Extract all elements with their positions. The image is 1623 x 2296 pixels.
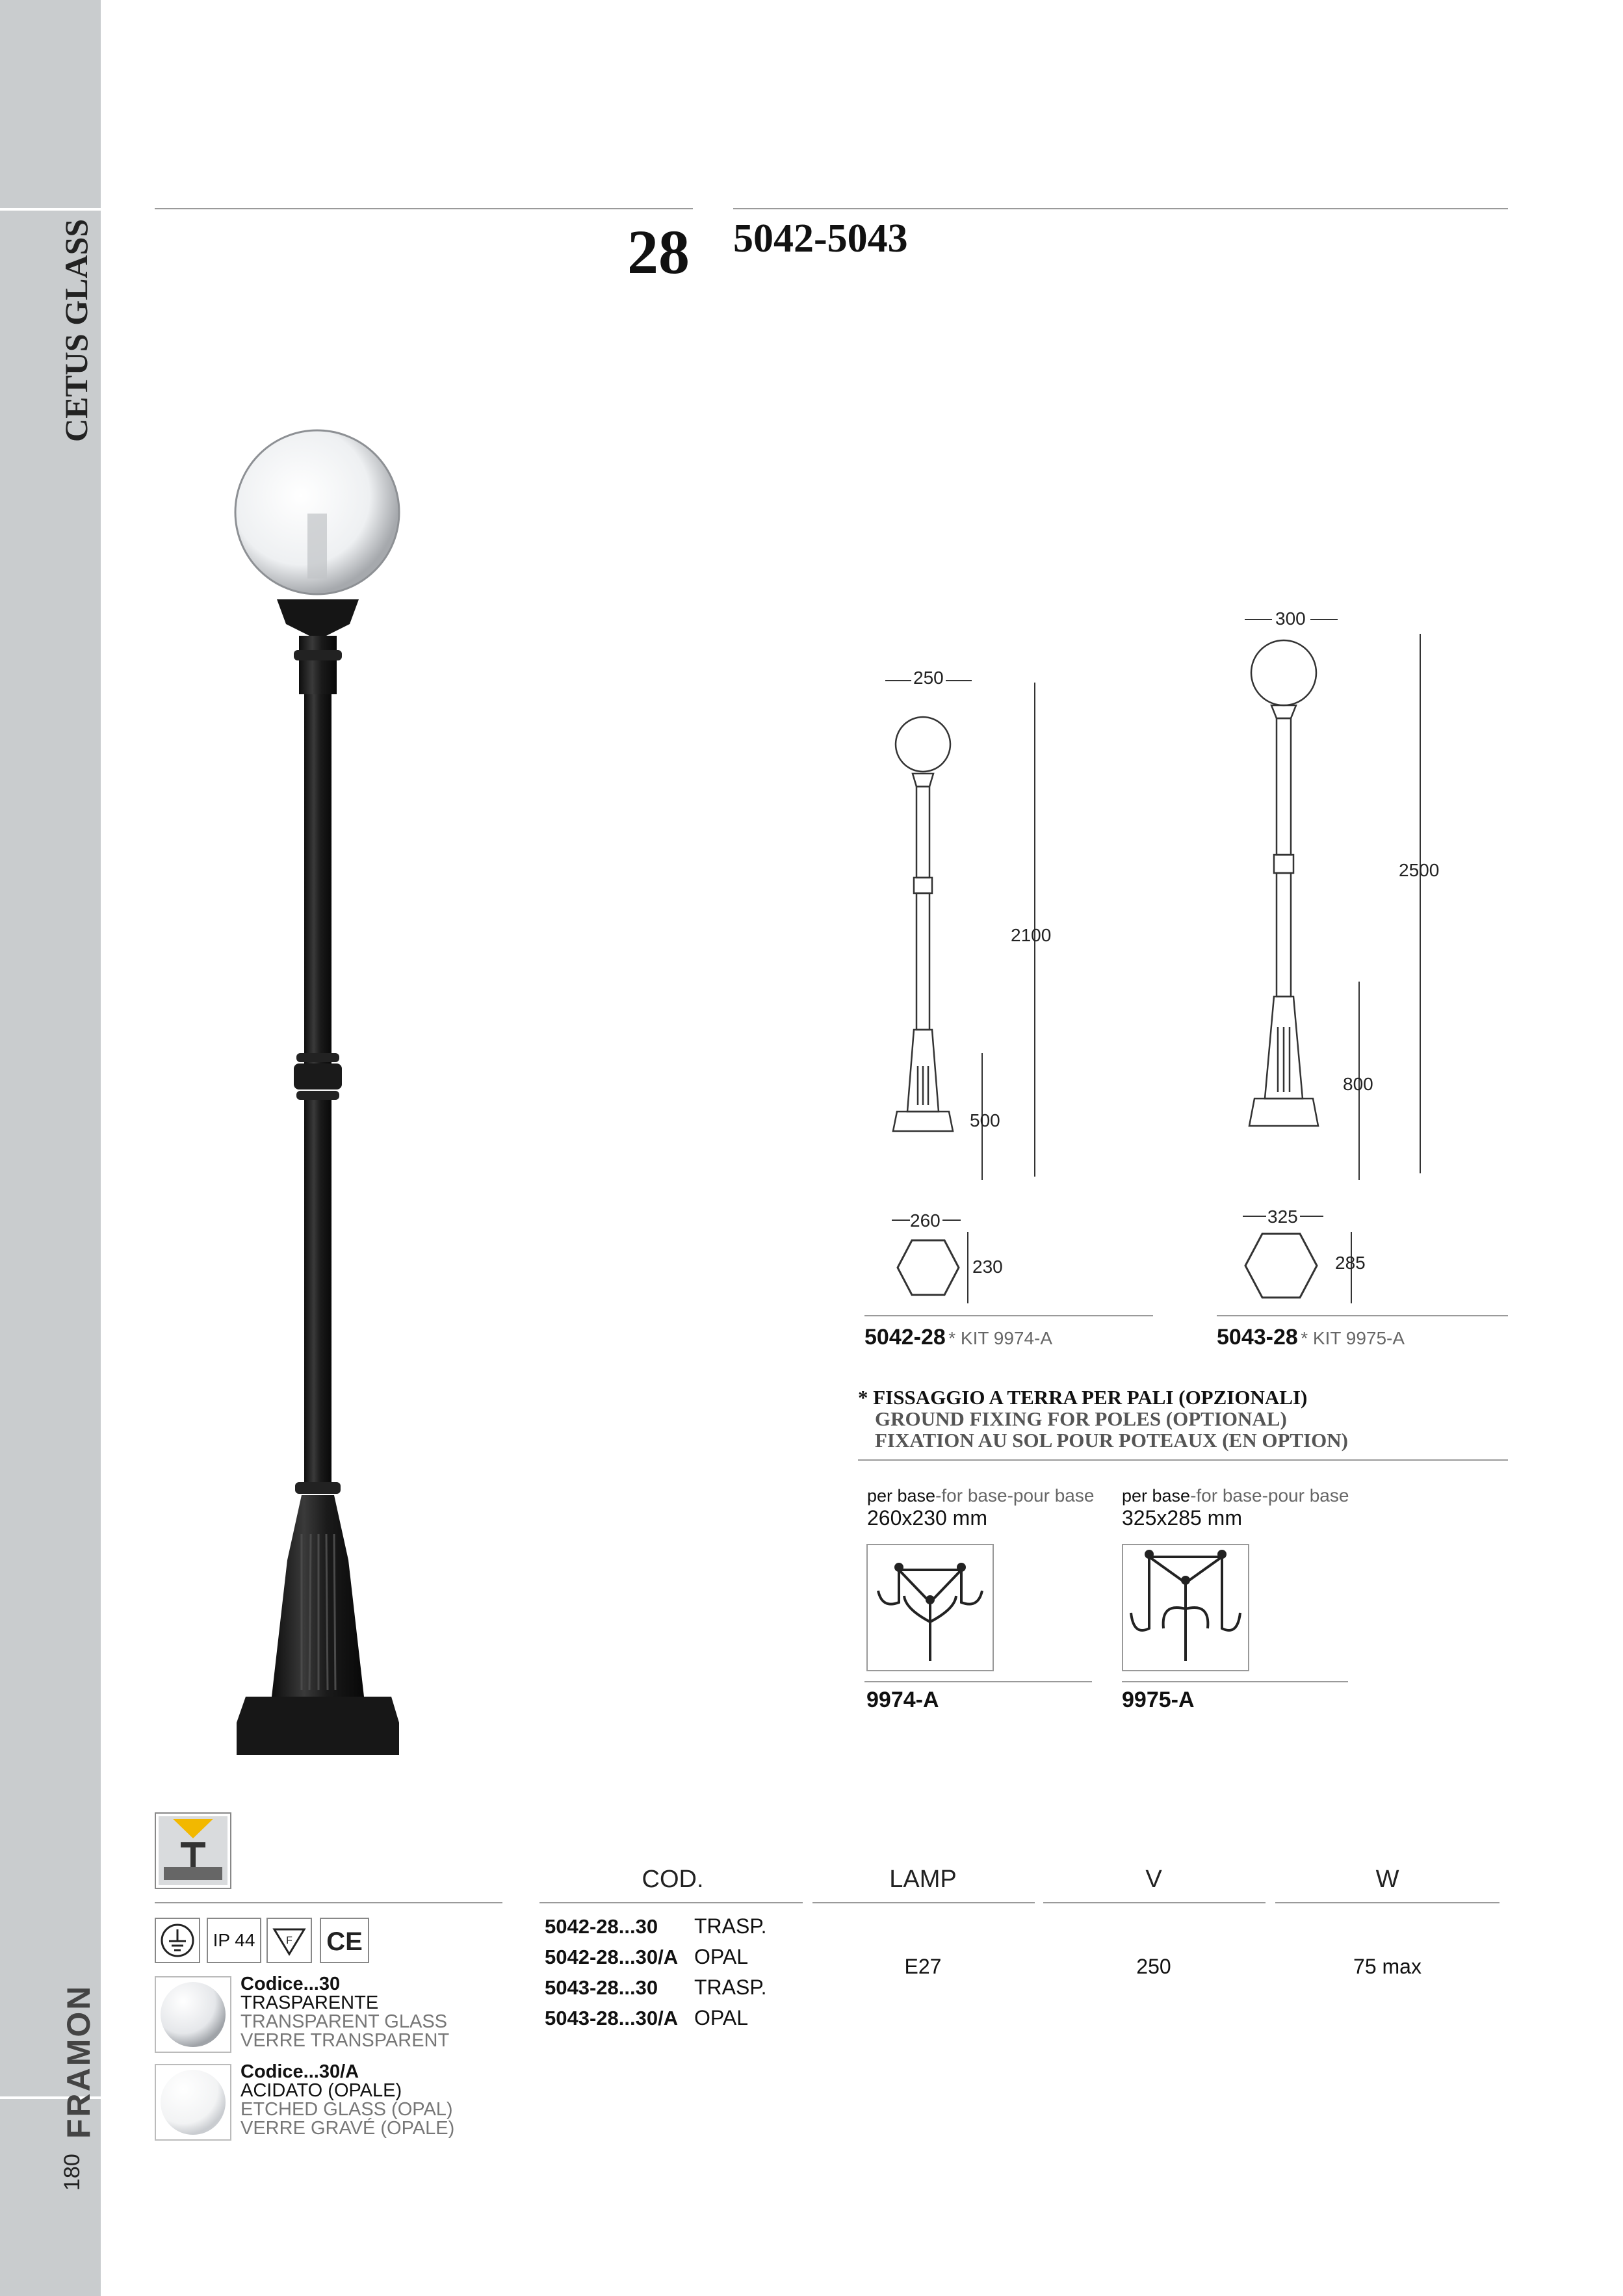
model-code: 5042-28 <box>864 1325 946 1350</box>
floor-lamp-icon <box>155 1812 231 1889</box>
dim-base-depth-left: 230 <box>972 1257 1003 1277</box>
dim-base-depth-right: 285 <box>1335 1253 1366 1273</box>
table-lamp-value: E27 <box>904 1955 942 1978</box>
dim-height-total-right: 2500 <box>1399 860 1440 880</box>
table-rule <box>539 1902 803 1903</box>
dim-width-top-left: 250 <box>913 668 944 688</box>
transparent-glass-image <box>155 1976 231 2053</box>
table-rule <box>1043 1902 1266 1903</box>
ip-rating-badge: IP 44 <box>207 1918 261 1963</box>
base-hexagon-left <box>896 1238 961 1297</box>
model-label-5042 <box>864 1325 1052 1350</box>
table-rule <box>812 1902 1035 1903</box>
glass-option-opal: Codice...30/A ACIDATO (OPALE) ETCHED GLASS (OPAL) VERRE GRAVÉ (OPALE) <box>240 2061 455 2139</box>
model-rule-left <box>864 1315 1153 1316</box>
table-header-code: COD. <box>642 1866 704 1893</box>
symbol-rule <box>155 1902 502 1903</box>
page-section-number: 28 <box>627 217 690 287</box>
opal-glass-image <box>155 2064 231 2141</box>
kit-9974-image <box>866 1544 994 1671</box>
dim-base-width-right: 325 <box>1267 1207 1298 1227</box>
fixing-note-fr: FIXATION AU SOL POUR POTEAUX (EN OPTION) <box>875 1429 1348 1452</box>
kit-size: 260x230 mm <box>867 1506 987 1530</box>
fixing-note <box>858 1387 1348 1451</box>
dim-line <box>885 680 911 681</box>
table-watt-value: 75 max <box>1353 1955 1422 1978</box>
table-header-w: W <box>1375 1866 1399 1893</box>
ce-mark-icon <box>320 1918 369 1963</box>
pole-drawing-5043 <box>1228 637 1339 1196</box>
model-kit: * KIT 9974-A <box>948 1328 1053 1348</box>
series-title: CETUS GLASS <box>58 218 94 442</box>
dim-line <box>1420 634 1421 1173</box>
table-row: 5043-28...30 TRASP. <box>545 1976 767 1999</box>
table-rule <box>1275 1902 1500 1903</box>
model-code: 5043-28 <box>1217 1325 1298 1350</box>
glass-option-transparent: Codice...30 TRASPARENTE TRANSPARENT GLASS VERRE TRANSPARENT <box>240 1974 450 2051</box>
dim-height-base-right: 800 <box>1343 1074 1373 1094</box>
dim-line <box>1245 619 1272 620</box>
kit-code-9975: 9975-A <box>1122 1688 1195 1712</box>
table-voltage-value: 250 <box>1136 1955 1171 1978</box>
kit-9974-label: per base-for base-pour base 260x230 mm <box>867 1485 1095 1530</box>
page-title: 5042-5043 <box>733 216 908 261</box>
base-hexagon-right <box>1243 1232 1319 1299</box>
table-header-lamp: LAMP <box>889 1866 957 1893</box>
table-row: 5042-28...30 TRASP. <box>545 1914 767 1938</box>
dim-line <box>967 1232 968 1303</box>
pole-drawing-5042 <box>871 702 975 1196</box>
brand-logo: FRAMON <box>60 1984 97 2139</box>
header-rule-right <box>733 208 1508 209</box>
svg-text:F: F <box>286 1935 292 1946</box>
model-kit: * KIT 9975-A <box>1301 1328 1405 1348</box>
dim-base-width-left: 260 <box>910 1210 941 1231</box>
dim-line <box>1300 1216 1323 1217</box>
svg-text:CE: CE <box>326 1927 363 1956</box>
model-label-5043 <box>1217 1325 1405 1350</box>
lamp-post-photo <box>221 429 416 1762</box>
kit-size: 325x285 mm <box>1122 1506 1242 1530</box>
table-row: 5043-28...30/A OPAL <box>545 2006 748 2029</box>
dim-line <box>1243 1216 1266 1217</box>
kit-rule-right <box>1122 1681 1348 1682</box>
note-rule <box>858 1459 1508 1461</box>
kit-9975-label: per base-for base-pour base 325x285 mm <box>1122 1485 1349 1530</box>
fixing-note-it: * FISSAGGIO A TERRA PER PALI (OPZIONALI) <box>858 1386 1308 1409</box>
kit-rule-left <box>864 1681 1092 1682</box>
ground-icon <box>155 1918 200 1963</box>
dim-width-top-right: 300 <box>1275 608 1306 629</box>
table-header-v: V <box>1145 1866 1162 1893</box>
fixing-note-en: GROUND FIXING FOR POLES (OPTIONAL) <box>875 1407 1287 1430</box>
model-rule-right <box>1217 1315 1508 1316</box>
dim-height-total-left: 2100 <box>1011 925 1052 945</box>
dim-line <box>942 1220 961 1221</box>
dim-height-base-left: 500 <box>970 1110 1000 1130</box>
dim-line <box>946 680 972 681</box>
kit-9975-image <box>1122 1544 1249 1671</box>
flammable-surface-icon <box>266 1918 312 1963</box>
kit-code-9974: 9974-A <box>866 1688 939 1712</box>
dim-line <box>892 1220 910 1221</box>
table-row: 5042-28...30/A OPAL <box>545 1945 748 1968</box>
page-number: 180 <box>60 2154 84 2191</box>
sidebar-divider <box>0 208 101 211</box>
header-rule-left <box>155 208 693 209</box>
table-codes <box>545 1913 766 2035</box>
dim-line <box>1310 619 1338 620</box>
